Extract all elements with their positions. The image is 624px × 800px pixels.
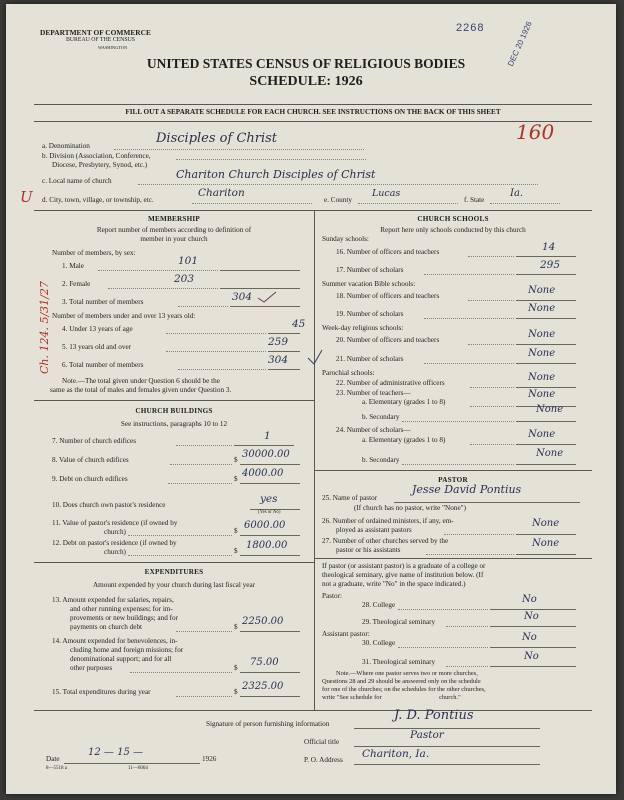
margin-note: Ch. 124. 5/31/27	[38, 281, 51, 374]
county-value: Lucas	[372, 188, 401, 199]
e13-line-3: provements or new buildings; and for	[70, 614, 178, 622]
membership-note-a: Note.—The total given under Question 6 should be the	[62, 377, 220, 385]
assistant-grad-label: Assistant pastor:	[322, 630, 370, 638]
denomination-label: a. Denomination	[42, 142, 90, 150]
address-value: Chariton, Ia.	[362, 748, 430, 760]
r25-label: 25. Name of pastor	[322, 494, 378, 502]
pastor-note-4: write "See schedule for church."	[322, 694, 461, 701]
r17-label: 17. Number of scholars	[336, 266, 404, 274]
r16-label: 16. Number of officers and teachers	[336, 248, 440, 256]
instructions: FILL OUT A SEPARATE SCHEDULE FOR EACH CHURCH. SEE INSTRUCTIONS ON THE BACK OF THIS SHEET	[125, 108, 501, 116]
residence-value-label: 11. Value of pastor's residence (if owned by	[52, 519, 178, 527]
r26-value: None	[532, 518, 560, 529]
sunday-heading: Sunday schools:	[322, 235, 369, 243]
residence-debt-label: 12. Debt on pastor's residence (if owned by	[52, 539, 177, 547]
r30-label: 30. College	[362, 639, 396, 647]
edifice-value-label: 8. Value of church edifices	[52, 456, 129, 464]
grad-line-3: not a graduate, write "No" in the space indicated.)	[322, 580, 466, 588]
form-subtitle: SCHEDULE: 1926	[249, 74, 363, 89]
state-label: f. State	[464, 196, 485, 204]
grad-line-2: theological seminary, give name of institution below. (If	[322, 571, 484, 579]
edifices-label: 7. Number of church edifices	[52, 437, 137, 445]
official-title-value: Pastor	[410, 729, 444, 741]
owns-residence-label: 10. Does church own pastor's residence	[52, 501, 166, 509]
state-value: Ia.	[510, 188, 524, 199]
r23b-label: b. Secondary	[362, 413, 400, 421]
date-label: Date	[46, 755, 60, 763]
owns-residence-value: yes	[260, 493, 278, 505]
edifice-debt-label: 9. Debt on church edifices	[52, 475, 128, 483]
e13-line-1: 13. Amount expended for salaries, repairs,	[52, 596, 174, 604]
r23a-value: None	[528, 389, 556, 400]
r24a-value: None	[528, 429, 556, 440]
r19-value: None	[528, 303, 556, 314]
print-number: 11—6064	[128, 766, 148, 771]
r24b-label: b. Secondary	[362, 456, 400, 464]
r23-label: 23. Number of teachers—	[336, 389, 411, 397]
residence-debt-dollar: $	[234, 547, 238, 555]
e14-line-2: cluding home and foreign missions; for	[70, 646, 184, 654]
r27-label-1: 27. Number of other churches served by the	[322, 537, 449, 545]
bureau-label: BUREAU OF THE CENSUS	[66, 37, 135, 43]
edifice-value-amount: 30000.00	[242, 449, 290, 460]
church-name-label: c. Local name of church	[42, 177, 112, 185]
r20-value: None	[528, 329, 556, 340]
address-label: P. O. Address	[304, 756, 343, 764]
r16-value: 14	[542, 241, 556, 253]
r31-value: No	[524, 651, 539, 662]
pastor-note-3: for one of the churches; on the schedules for the other churches,	[322, 686, 486, 693]
e13-dollar: $	[234, 623, 238, 631]
yes-no-hint: (Yes or No)	[258, 510, 281, 515]
check-mark-icon	[256, 290, 306, 304]
e15-amount: 2325.00	[242, 681, 284, 692]
e15-dollar: $	[234, 688, 238, 696]
r26-label-1: 26. Number of ordained ministers, if any, em-	[322, 517, 454, 525]
total-age-label: 6. Total number of members	[62, 361, 144, 369]
edifice-debt-amount: 4000.00	[242, 468, 284, 479]
left-margin-mark: U	[20, 188, 33, 206]
membership-note-b: same as the total of males and females given under Question 3.	[50, 386, 232, 394]
schools-sub: Report here only schools conducted by this church	[380, 226, 526, 234]
e14-line-4: other purposes	[70, 664, 113, 672]
pastor-name-value: Jesse David Pontius	[412, 483, 522, 496]
e14-line-1: 14. Amount expended for benevolences, in-	[52, 637, 178, 645]
weekday-heading: Week-day religious schools:	[322, 324, 404, 332]
grad-line-1: If pastor (or assistant pastor) is a graduate of a college or	[322, 562, 486, 570]
over-13-label: 5. 13 years old and over	[62, 343, 132, 351]
residence-debt-label-2: church)	[104, 548, 126, 556]
signature-label: Signature of person furnishing information	[206, 720, 330, 728]
residence-debt-amount: 1800.00	[246, 540, 288, 551]
division-label: b. Division (Association, Conference,	[42, 152, 151, 160]
r31-label: 31. Theological seminary	[362, 658, 436, 666]
e13-line-2: and other running expenses; for im-	[70, 605, 173, 613]
membership-note-2: member in your church	[140, 235, 208, 243]
r23a-label: a. Elementary (grades 1 to 8)	[362, 398, 446, 406]
year-label: 1926	[202, 755, 217, 763]
residence-value-amount: 6000.00	[244, 520, 286, 531]
r24b-value: None	[536, 448, 564, 459]
denomination-value: Disciples of Christ	[156, 131, 278, 146]
age-heading: Number of members under and over 13 years old:	[52, 312, 196, 320]
e13-line-4: payments on church debt	[70, 623, 143, 631]
r21-value: None	[528, 348, 556, 359]
summer-heading: Summer vacation Bible schools:	[322, 280, 416, 288]
edifice-debt-dollar: $	[234, 475, 238, 483]
r19-label: 19. Number of scholars	[336, 310, 404, 318]
official-title-label: Official title	[304, 738, 340, 746]
r21-label: 21. Number of scholars	[336, 355, 404, 363]
edifice-value-dollar: $	[234, 456, 238, 464]
r28-label: 28. College	[362, 601, 396, 609]
male-label: 1. Male	[62, 262, 84, 270]
form-title: UNITED STATES CENSUS OF RELIGIOUS BODIES	[146, 56, 466, 71]
pastor-grad-label: Pastor:	[322, 592, 342, 600]
pastor-note-2: Questions 28 and 29 should be answered only on the schedule	[322, 678, 481, 685]
church-name-value: Chariton Church Disciples of Christ	[176, 168, 376, 181]
doc-number: 2268	[456, 22, 485, 34]
buildings-sub: See instructions, paragraphs 10 to 12	[120, 420, 228, 428]
expenditures-sub: Amount expended by your church during last fiscal year	[92, 581, 256, 589]
r23b-value: None	[536, 404, 564, 415]
department-label: DEPARTMENT OF COMMERCE	[40, 28, 151, 37]
r18-label: 18. Number of officers and teachers	[336, 292, 440, 300]
r26-label-2: ployed as assistant pastors	[336, 526, 412, 534]
under-13-label: 4. Under 13 years of age	[62, 325, 133, 333]
e14-line-3: denominational support; and for all	[70, 655, 172, 663]
expenditures-title: EXPENDITURES	[144, 568, 204, 576]
county-label: e. County	[324, 196, 352, 204]
tick-mark-icon	[306, 348, 326, 368]
city-field-label: d. City, town, village, or township, etc.	[42, 196, 154, 204]
e14-amount: 75.00	[250, 657, 279, 668]
e13-amount: 2250.00	[242, 616, 284, 627]
r22-value: None	[528, 372, 556, 383]
r29-label: 29. Theological seminary	[362, 618, 436, 626]
edifices-value: 1	[264, 430, 271, 442]
r17-value: 295	[540, 259, 561, 271]
membership-title: MEMBERSHIP	[148, 215, 200, 223]
male-value: 101	[178, 255, 199, 267]
r30-value: No	[522, 632, 537, 643]
form-number: 8—5518 a	[46, 766, 67, 771]
r25-hint: (If church has no pastor, write "None")	[354, 504, 466, 512]
total-members-value: 304	[232, 291, 253, 303]
r18-value: None	[528, 285, 556, 296]
red-mark: 160	[516, 120, 555, 144]
census-schedule-page	[6, 4, 616, 794]
total-members-label: 3. Total number of members	[62, 298, 144, 306]
r28-value: No	[522, 594, 537, 605]
division-label-2: Diocese, Presbytery, Synod, etc.)	[52, 161, 148, 169]
e15-label: 15. Total expenditures during year	[52, 688, 151, 696]
female-value: 203	[174, 273, 195, 285]
e14-dollar: $	[234, 664, 238, 672]
r27-label-2: pastor or his assistants	[336, 546, 401, 554]
date-value: 12 — 15 —	[88, 747, 143, 758]
date-stamp: DEC 20 1926	[506, 20, 534, 68]
pastor-title: PASTOR	[438, 476, 468, 484]
signature-value: J. D. Pontius	[394, 708, 474, 723]
r20-label: 20. Number of officers and teachers	[336, 336, 440, 344]
residence-value-dollar: $	[234, 527, 238, 535]
female-label: 2. Female	[62, 280, 91, 288]
r29-value: No	[524, 611, 539, 622]
residence-value-label-2: church)	[104, 528, 126, 536]
under-13-value: 45	[292, 318, 306, 330]
pastor-note-1: Note.—Where one pastor serves two or more churches,	[336, 670, 478, 677]
r24-label: 24. Number of scholars—	[336, 426, 411, 434]
buildings-title: CHURCH BUILDINGS	[135, 407, 213, 415]
total-age-value: 304	[268, 354, 289, 366]
sex-heading: Number of members, by sex:	[52, 249, 136, 257]
parochial-heading: Parochial schools:	[322, 369, 375, 377]
city-label: WASHINGTON	[98, 45, 128, 50]
membership-note-1: Report number of members according to definition of	[96, 226, 252, 234]
city-value: Chariton	[198, 187, 245, 199]
r22-label: 22. Number of administrative officers	[336, 379, 445, 387]
r24a-label: a. Elementary (grades 1 to 8)	[362, 436, 446, 444]
r27-value: None	[532, 538, 560, 549]
over-13-value: 259	[268, 336, 289, 348]
schools-title: CHURCH SCHOOLS	[417, 215, 489, 223]
